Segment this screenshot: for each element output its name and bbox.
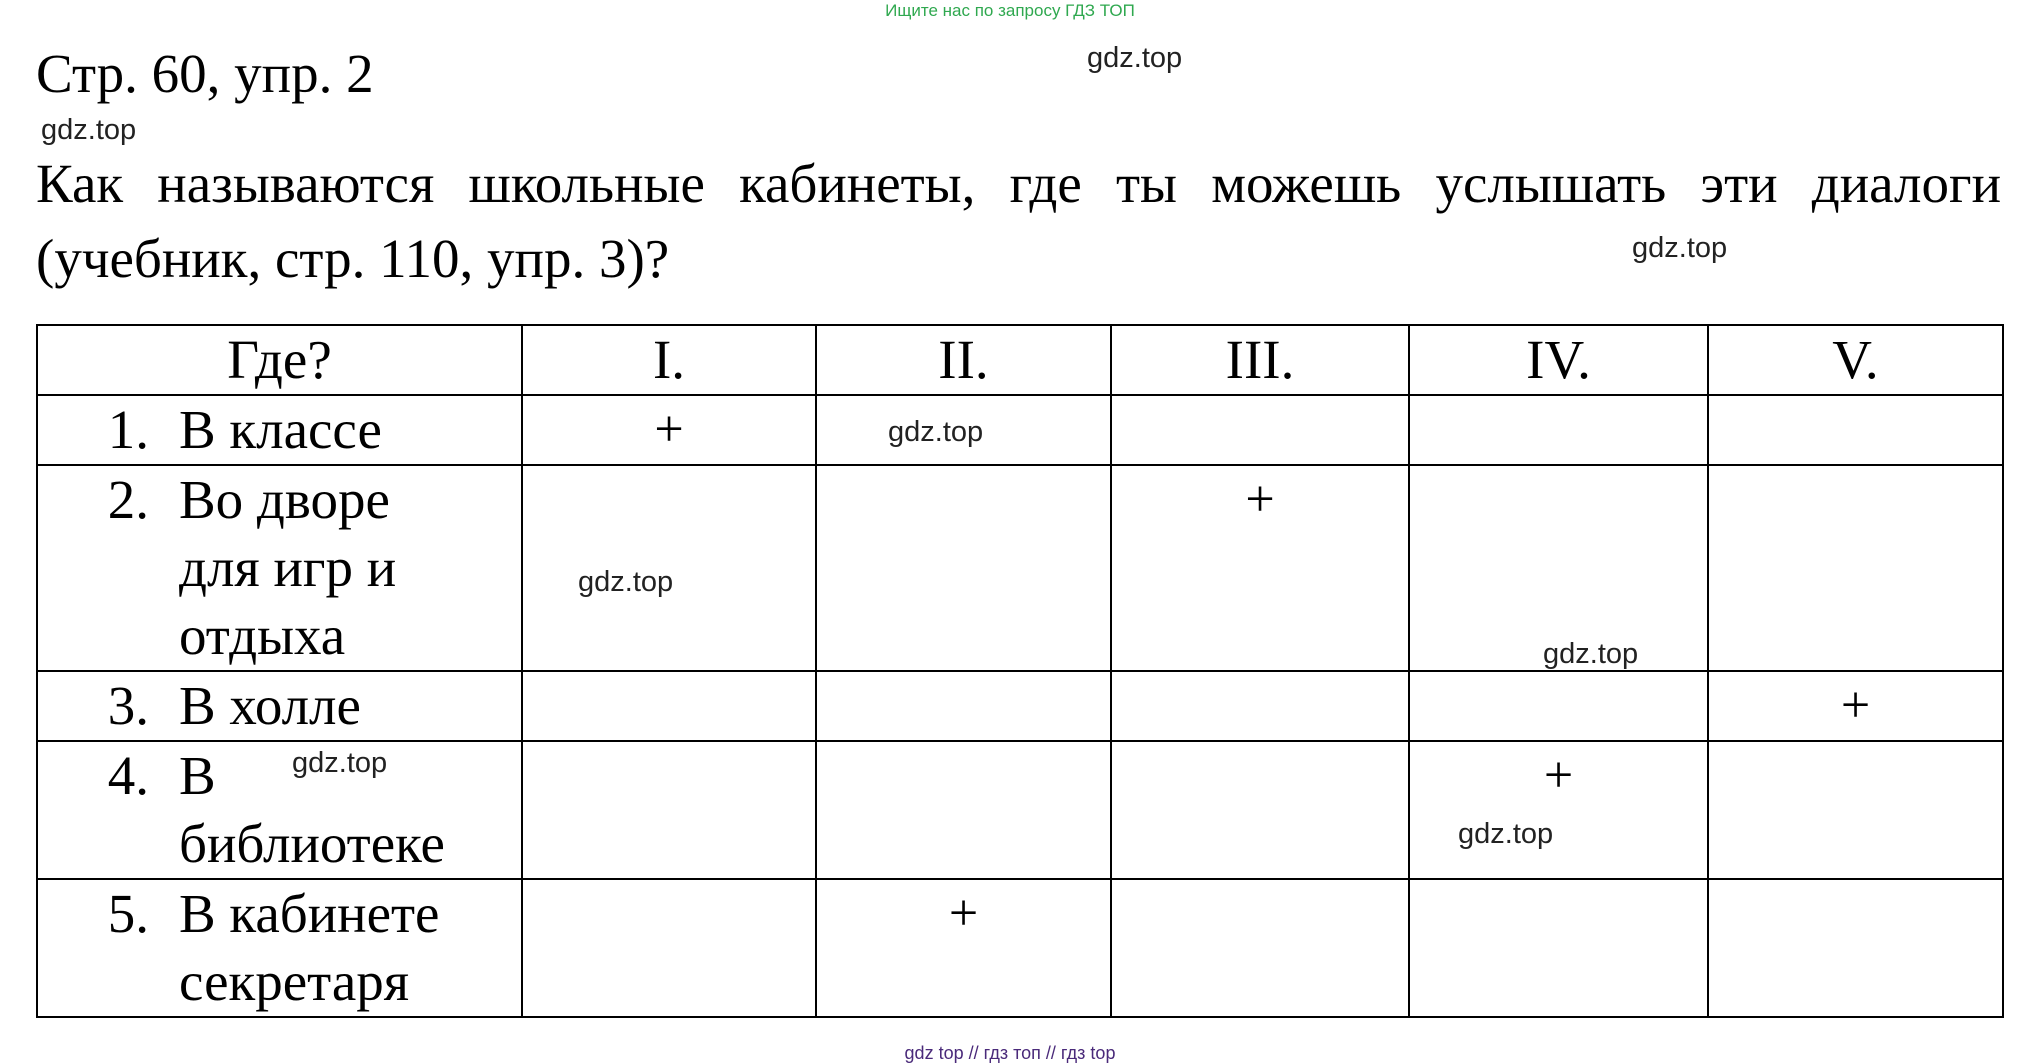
header-dialog-2: II. <box>816 325 1111 395</box>
watermark: gdz.top <box>1087 42 1183 74</box>
table-header-row <box>37 325 2003 395</box>
watermark: gdz.top <box>1632 232 1728 264</box>
mark-cell <box>522 879 816 1017</box>
header-dialog-1: I. <box>522 325 816 395</box>
mark-cell <box>1708 465 2003 671</box>
mark-cell <box>1111 879 1409 1017</box>
row-label: В библиотеке <box>179 745 445 874</box>
mark-cell: + <box>1409 741 1708 879</box>
watermark: gdz.top <box>292 747 388 779</box>
row-number: 2. <box>107 469 149 530</box>
row-number: 4. <box>107 745 149 806</box>
mark-cell: + <box>522 395 816 465</box>
watermark: gdz.top <box>1458 818 1554 850</box>
mark-cell <box>522 741 816 879</box>
mark-cell <box>1708 741 2003 879</box>
mark-cell <box>816 741 1111 879</box>
row-label-cell <box>37 465 522 671</box>
mark-cell <box>1708 879 2003 1017</box>
mark-cell <box>1708 395 2003 465</box>
row-label: В холле <box>179 675 361 736</box>
row-number: 1. <box>107 399 149 460</box>
mark-cell: + <box>816 879 1111 1017</box>
row-label-cell <box>37 671 522 741</box>
header-dialog-3: III. <box>1111 325 1409 395</box>
search-banner[interactable]: Ищите нас по запросу ГДЗ ТОП <box>885 1 1135 20</box>
header-where: Где? <box>37 325 522 395</box>
table-row <box>37 395 2003 465</box>
mark-cell: + <box>1111 465 1409 671</box>
mark-cell <box>1111 741 1409 879</box>
mark-cell <box>522 671 816 741</box>
watermark: gdz.top <box>41 114 137 146</box>
mark-cell <box>1409 879 1708 1017</box>
page-title: Стр. 60, упр. 2 <box>36 43 374 104</box>
watermark: gdz.top <box>1543 638 1639 670</box>
row-label-cell <box>37 879 522 1017</box>
mark-cell <box>1409 671 1708 741</box>
mark-cell <box>1111 395 1409 465</box>
table-row <box>37 671 2003 741</box>
watermark: gdz.top <box>578 566 674 598</box>
watermark: gdz.top <box>888 416 984 448</box>
question-text: Как называются школьные кабинеты, где ты можешь услышать эти диалоги (учебник, стр. 110, упр. 3)? <box>36 153 2001 289</box>
row-label: В классе <box>179 399 382 460</box>
row-label: Во дворе для игр и отдыха <box>179 469 397 666</box>
mark-cell <box>1409 395 1708 465</box>
mark-cell <box>816 671 1111 741</box>
mark-cell: + <box>1708 671 2003 741</box>
row-number: 5. <box>107 883 149 944</box>
header-dialog-5: V. <box>1708 325 2003 395</box>
row-number: 3. <box>107 675 149 736</box>
table-row <box>37 465 2003 671</box>
mark-cell <box>816 465 1111 671</box>
table-row <box>37 879 2003 1017</box>
row-label-cell <box>37 741 522 879</box>
mark-cell <box>1111 671 1409 741</box>
header-dialog-4: IV. <box>1409 325 1708 395</box>
answer-table <box>36 324 2004 1018</box>
row-label: В кабинете секретаря <box>179 883 440 1012</box>
footer-links[interactable]: gdz top // гдз топ // гдз top <box>904 1043 1116 1063</box>
row-label-cell <box>37 395 522 465</box>
